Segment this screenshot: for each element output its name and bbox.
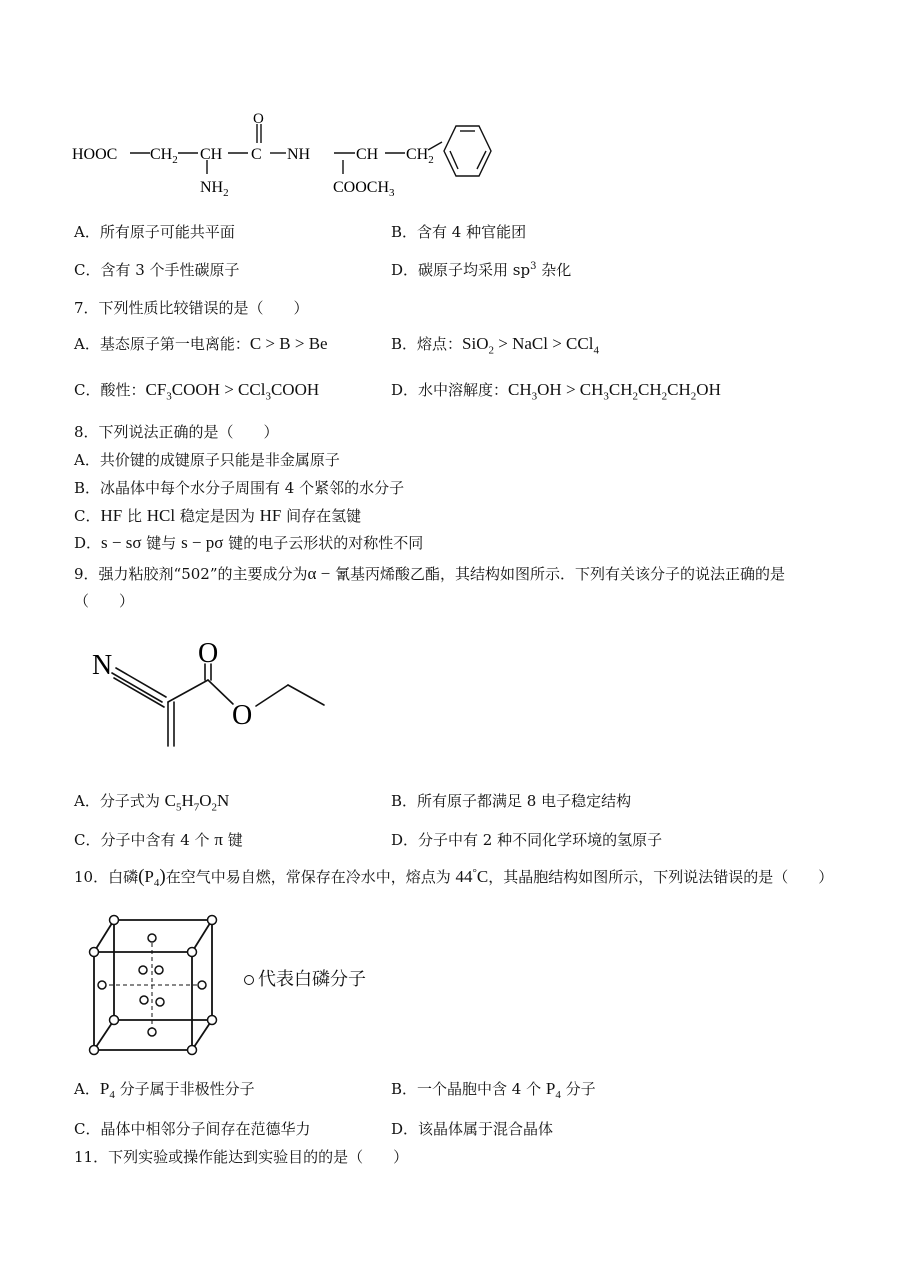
legend-circle-icon — [244, 975, 254, 985]
q6-structure-diagram — [70, 112, 510, 202]
carbonyl-c-label: C — [251, 146, 262, 163]
p4-unit-cell-diagram — [84, 910, 224, 1060]
q9-stem-cont: （ ） — [74, 592, 135, 610]
svg-text:NH2: $NH_2$ — [200, 179, 229, 199]
q10-option-d: D．该晶体属于混合晶体 — [391, 1120, 554, 1138]
q9-option-d: D．分子中有 2 种不同化学环境的氢原子 — [391, 831, 663, 849]
nh-label: NH — [287, 146, 311, 163]
ester-o-label: O — [232, 700, 253, 731]
q10-option-a: A．$P_4$ 分子属于非极性分子 — [74, 1079, 255, 1101]
cooch3-label: COOCH — [333, 179, 390, 196]
svg-text:COOCH3: $COOCH_3$ — [333, 179, 395, 199]
q7-stem: 7．下列性质比较错误的是（ ） — [74, 299, 309, 317]
q9-option-c: C．分子中含有 4 个 π 键 — [74, 830, 243, 849]
q8-stem: 8．下列说法正确的是（ ） — [74, 423, 279, 441]
q6-option-b: B．含有 4 种官能团 — [391, 223, 527, 241]
ch-label: CH — [200, 146, 223, 163]
q11-stem: 11．下列实验或操作能达到实验目的的是（ ） — [74, 1148, 409, 1166]
q10-option-c: C．晶体中相邻分子间存在范德华力 — [74, 1120, 311, 1138]
q8-option-b: B．冰晶体中每个水分子周围有 4 个紧邻的水分子 — [74, 479, 405, 497]
q7-option-d: D．水中溶解度：$CH_3OH > CH_3CH_2CH_2CH_2OH$ — [391, 380, 721, 403]
q7-option-c: C．酸性：$CF_3COOH$ > CCl$_3$COOH — [74, 380, 320, 403]
q8-option-a: A．共价键的成键原子只能是非金属原子 — [74, 451, 340, 469]
ch-label-2: CH — [356, 146, 379, 163]
svg-text:CH2: $CH_2$ — [150, 146, 178, 166]
ch2-label: CH — [150, 146, 173, 163]
q9-option-b: B．所有原子都满足 8 电子稳定结构 — [391, 792, 632, 810]
q6-option-a: A．所有原子可能共平面 — [74, 223, 235, 241]
hooc-label: HOOC — [72, 146, 118, 163]
q8-option-c: C．HF 比 HCl 稳定是因为 HF 间存在氢键 — [74, 506, 362, 525]
q6-option-c: C．含有 3 个手性碳原子 — [74, 261, 240, 279]
ch2-label-2: CH — [406, 146, 429, 163]
q9-stem: 9．强力粘胶剂“502”的主要成分为α − 氰基丙烯酸乙酯，其结构如图所示．下列有关该分子的说法正确的是 — [74, 564, 786, 583]
nh2-label: NH — [200, 179, 224, 196]
q10-option-b: B．一个晶胞中含 4 个 $P_4$ 分子 — [391, 1079, 596, 1101]
carbonyl-o-label-2: O — [198, 640, 219, 669]
p4-legend: 代表白磷分子 — [244, 965, 366, 991]
q8-option-d: D．s − sσ 键与 s − pσ 键的电子云形状的对称性不同 — [74, 533, 424, 552]
carbonyl-o-label: O — [253, 112, 264, 127]
nitrile-n-label: N — [92, 650, 113, 681]
q7-option-a: A．基态原子第一电离能：C > B > Be — [74, 334, 328, 353]
q7-option-b: B．熔点：SiO$_2$ > NaCl > CCl$_4$ — [391, 334, 599, 357]
svg-text:CH2: $CH_2$ — [406, 146, 434, 166]
q10-stem: 10．白磷$(P_4)$在空气中易自燃，常保存在冷水中，熔点为 44°C，其晶胞结构如图所示，下列说法错误的是（ ） — [74, 866, 834, 889]
q9-option-a: A．分子式为 $C_5H_7O_2N$ — [74, 791, 230, 814]
q9-structure-diagram — [88, 640, 338, 750]
q6-option-d: D．碳原子均采用 $sp^3$ 杂化 — [391, 261, 572, 279]
